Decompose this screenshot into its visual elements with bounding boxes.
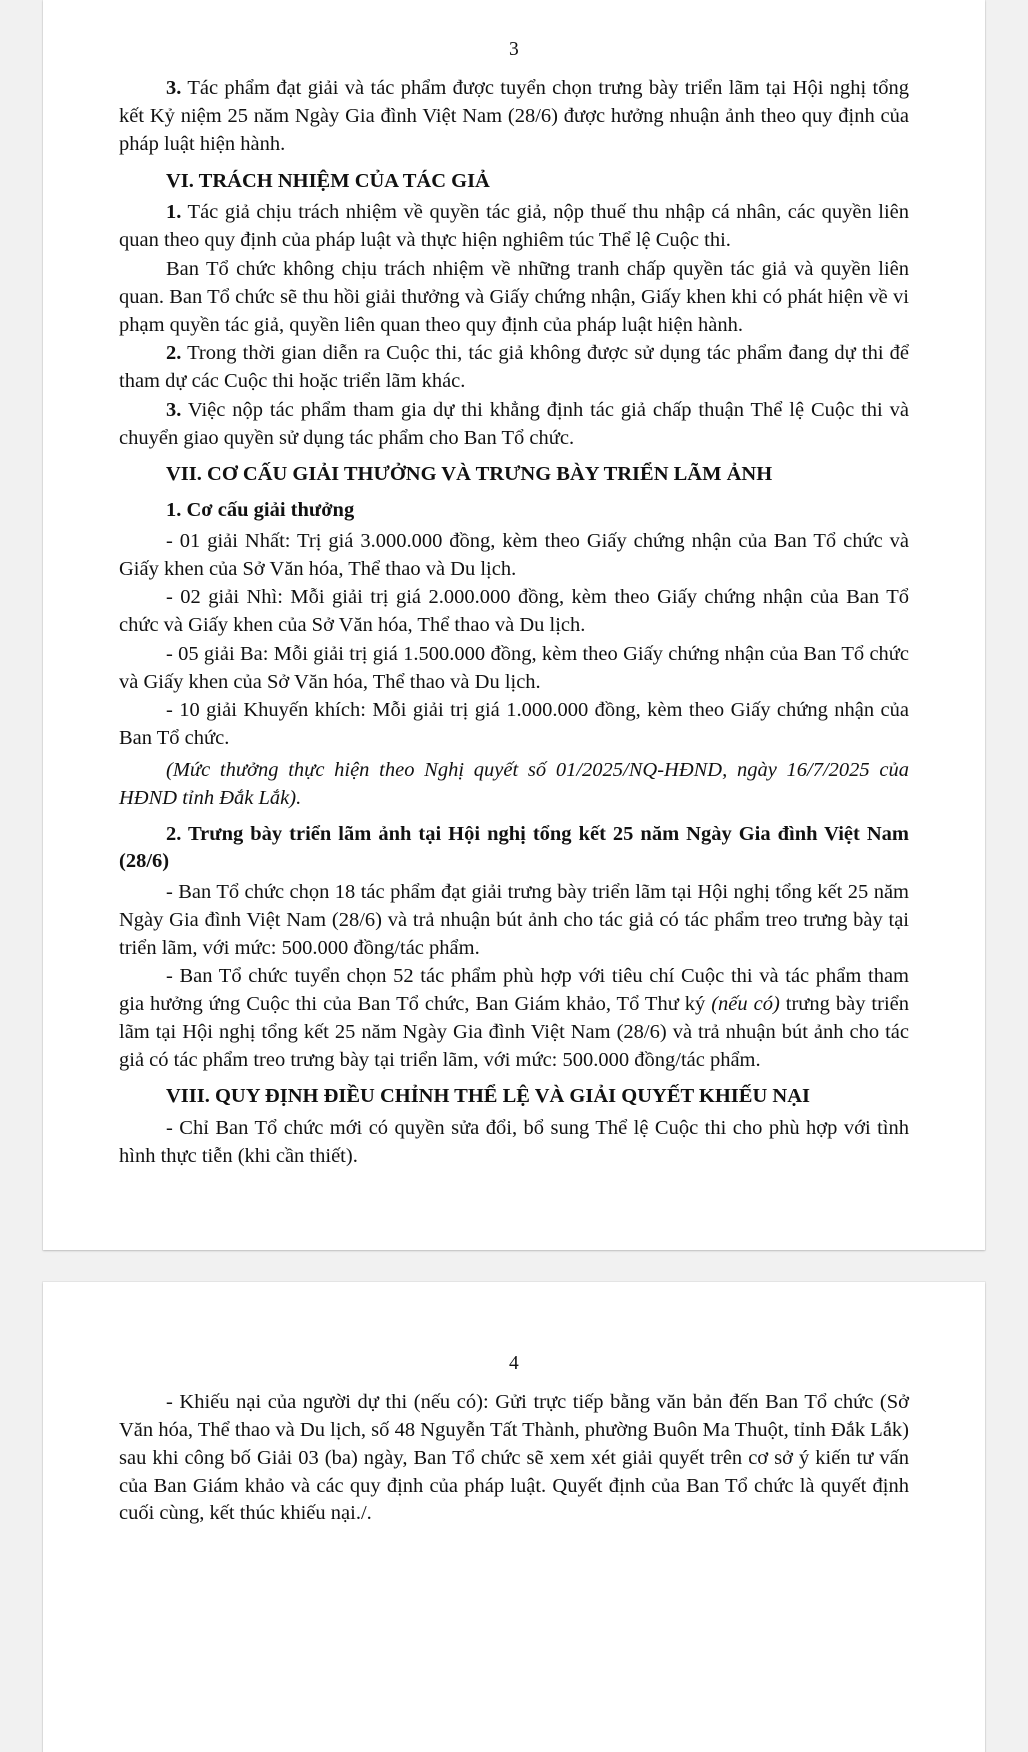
section-heading-vi: VI. TRÁCH NHIỆM CỦA TÁC GIẢ (166, 169, 490, 192)
exhibition-part-2: trưng bày triển lãm tại Hội nghị tổng kết 25 năm Ngày Gia đình Việt Nam (28/6) và trả nhuận bút ảnh cho tác giả có tác phẩm treo trưng bày tại triển lãm, với mức: 500.000 đồng/tác phẩm. (119, 993, 910, 1071)
prize-item-consolation: - 10 giải Khuyến khích: Mỗi giải trị giá 1.000.000 đồng, kèm theo Giấy chứng nhận của Ban Tổ chức. (119, 699, 909, 750)
paragraph-lead: 3. (166, 398, 182, 421)
paragraph (119, 340, 909, 396)
document-page (43, 1282, 985, 1752)
paragraph-lead: 3. (166, 77, 182, 100)
page-number: 3 (509, 39, 519, 60)
prize-item-first: - 01 giải Nhất: Trị giá 3.000.000 đồng, kèm theo Giấy chứng nhận của Ban Tổ chức và Giấy khen của Sở Văn hóa, Thể thao và Du lịch. (119, 529, 909, 580)
paragraph: Ban Tổ chức không chịu trách nhiệm về những tranh chấp quyền tác giả và quyền liên quan. Ban Tổ chức sẽ thu hồi giải thưởng và Giấy chứng nhận, Giấy khen khi có phát hiện về vi phạm quyền tác giả, quyền liên quan theo quy định của pháp luật hiện hành. (119, 257, 909, 336)
paragraph (119, 199, 909, 255)
page-number: 4 (509, 1353, 519, 1374)
paragraph-text: Trong thời gian diễn ra Cuộc thi, tác giả không được sử dụng tác phẩm đang dự thi để tham dự các Cuộc thi hoặc triển lãm khác. (119, 342, 909, 393)
exhibition-part-italic: (nếu có) (711, 993, 780, 1016)
amendment-clause: - Chỉ Ban Tổ chức mới có quyền sửa đổi, bổ sung Thể lệ Cuộc thi cho phù hợp với tình hình thực tiễn (khi cần thiết). (119, 1117, 909, 1167)
prize-item-second: - 02 giải Nhì: Mỗi giải trị giá 2.000.000 đồng, kèm theo Giấy chứng nhận của Ban Tổ chức và Giấy khen của Sở Văn hóa, Thể thao và Du lịch. (119, 586, 909, 637)
paragraph-text: Tác phẩm đạt giải và tác phẩm được tuyển chọn trưng bày triển lãm tại Hội nghị tổng kết Kỷ niệm 25 năm Ngày Gia đình Việt Nam (28/6) được hưởng nhuận ảnh theo quy định của pháp luật hiện hành. (119, 77, 909, 155)
paragraph-text: Việc nộp tác phẩm tham gia dự thi khẳng định tác giả chấp thuận Thể lệ Cuộc thi và chuyển giao quyền sử dụng tác phẩm cho Ban Tổ chức. (119, 398, 909, 449)
document-page (43, 0, 985, 1250)
exhibition-item-18: - Ban Tổ chức chọn 18 tác phẩm đạt giải trưng bày triển lãm tại Hội nghị tổng kết 25 năm Ngày Gia đình Việt Nam (28/6) và trả nhuận bút ảnh cho tác giả có tác phẩm treo trưng bày tại triển lãm, với mức: 500.000 đồng/tác phẩm. (119, 881, 909, 959)
resolution-note: (Mức thưởng thực hiện theo Nghị quyết số 01/2025/NQ-HĐND, ngày 16/7/2025 của HĐND tỉnh Đắk Lắk). (119, 759, 909, 809)
section-heading-vii: VII. CƠ CẤU GIẢI THƯỞNG VÀ TRƯNG BÀY TRIỂN LÃM ẢNH (166, 463, 773, 486)
subsection-heading-2: 2. Trưng bày triển lãm ảnh tại Hội nghị tổng kết 25 năm Ngày Gia đình Việt Nam (28/6) (119, 822, 909, 873)
prize-item-third: - 05 giải Ba: Mỗi giải trị giá 1.500.000 đồng, kèm theo Giấy chứng nhận của Ban Tổ chức và Giấy khen của Sở Văn hóa, Thể thao và Du lịch. (119, 642, 909, 693)
exhibition-item-52 (119, 963, 909, 1074)
page-body (119, 75, 909, 1170)
page-separator (0, 1250, 1028, 1282)
complaint-clause: - Khiếu nại của người dự thi (nếu có): Gửi trực tiếp bằng văn bản đến Ban Tổ chức (Sở Văn hóa, Thể thao và Du lịch, số 48 Nguyễn Tất Thành, phường Buôn Ma Thuột, tỉnh Đắk Lắk) sau khi công bố Giải 03 (ba) ngày, Ban Tổ chức sẽ xem xét giải quyết trên cơ sở ý kiến tư vấn của Ban Giám khảo và các quy định của pháp luật. Quyết định của Ban Tổ chức là quyết định cuối cùng, kết thúc khiếu nại./. (119, 1391, 909, 1525)
section-heading-viii: VIII. QUY ĐỊNH ĐIỀU CHỈNH THỂ LỆ VÀ GIẢI QUYẾT KHIẾU NẠI (166, 1085, 810, 1108)
exhibition-part-1: - Ban Tổ chức tuyển chọn 52 tác phẩm phù hợp với tiêu chí Cuộc thi và tác phẩm tham gia hưởng ứng Cuộc thi của Ban Tổ chức, Ban Giám khảo, Tổ Thư ký (119, 965, 909, 1016)
page-body (119, 1389, 909, 1528)
paragraph (119, 75, 909, 158)
paragraph-text: Tác giả chịu trách nhiệm về quyền tác giả, nộp thuế thu nhập cá nhân, các quyền liên quan theo quy định của pháp luật và thực hiện nghiêm túc Thể lệ Cuộc thi. (119, 201, 909, 252)
paragraph-lead: 1. (166, 201, 182, 224)
paragraph (119, 397, 909, 453)
subsection-heading-1: 1. Cơ cấu giải thưởng (166, 499, 355, 522)
paragraph-lead: 2. (166, 342, 182, 365)
